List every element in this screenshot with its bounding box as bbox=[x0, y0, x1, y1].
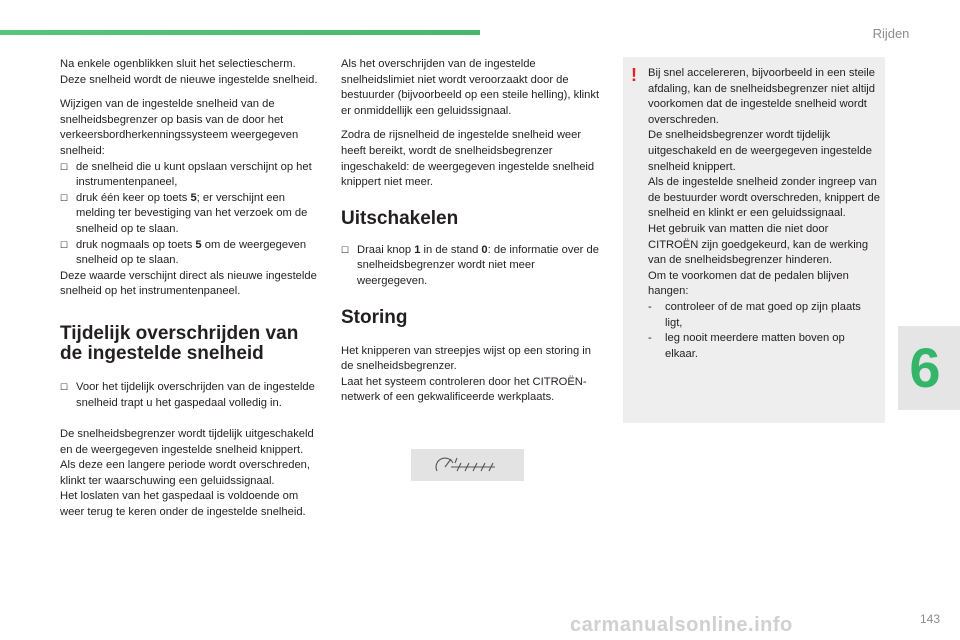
list-item-text: de snelheid die u kunt opslaan verschijnt op het instrumentenpaneel, bbox=[76, 160, 312, 189]
paragraph: Wijzigen van de ingestelde snelheid van de snelheidsbegrenzer op basis van de door het verkeersbordherkenningssysteem weergegeven snelheid: bbox=[60, 98, 299, 157]
paragraph: De snelheidsbegrenzer wordt tijdelijk uitgeschakeld en de weergegeven ingestelde snelheid knippert. bbox=[60, 428, 314, 456]
key-label: 5 bbox=[195, 238, 202, 251]
list-item-text: Voor het tijdelijk overschrijden van de ingestelde snelheid trapt u het gaspedaal volledig in. bbox=[76, 380, 315, 409]
text-fragment: Draai knop bbox=[357, 243, 415, 256]
section-heading: Storing bbox=[341, 306, 408, 328]
paragraph: Zodra de rijsnelheid de ingestelde snelheid weer heeft bereikt, wordt de snelheidsbegrenzer ingeschakeld: de weergegeven ingestelde snelheid knippert niet meer. bbox=[341, 129, 595, 189]
text-fragment: druk nogmaals op toets bbox=[76, 238, 196, 251]
column-middle bbox=[341, 57, 605, 406]
warning-line: Bij snel accelereren, bijvoorbeeld in een steile afdaling, kan de snelheidsbegrenzer niet altijd voorkomen dat de ingestelde snelheid wordt overschreden. bbox=[648, 67, 876, 126]
warning-line: Het gebruik van matten die niet door CITROËN zijn goedgekeurd, kan de werking van de snelheidsbegrenzer hinderen. bbox=[648, 222, 869, 267]
paragraph: Als het overschrijden van de ingestelde snelheidslimiet niet wordt veroorzaakt door de bestuurder (bijvoorbeeld op een steile helling), klinkt er onmiddellijk een geluidssignaal. bbox=[341, 58, 600, 117]
text-fragment: druk één keer op toets bbox=[76, 191, 191, 204]
key-label: 5 bbox=[190, 191, 197, 204]
paragraph: Als deze een langere periode wordt overschreden, klinkt ter waarschuwing een geluidssignaal. bbox=[60, 459, 311, 487]
paragraph: Het knipperen van streepjes wijst op een storing in de snelheidsbegrenzer. bbox=[341, 344, 591, 373]
checkbox-bullet-icon: ☐ bbox=[60, 239, 69, 250]
dash-bullet: - bbox=[648, 300, 652, 313]
paragraph: Deze waarde verschijnt direct als nieuwe ingestelde snelheid op het instrumentenpaneel. bbox=[60, 269, 317, 298]
list-item bbox=[60, 380, 324, 411]
text-fragment: : de informatie over de snelheidsbegrenzer wordt niet meer weergegeven. bbox=[357, 243, 599, 287]
text-fragment: ; er verschijnt een melding ter bevestiging van het verzoek om de snelheid op te slaan. bbox=[76, 191, 308, 235]
list-item bbox=[60, 191, 324, 238]
paragraph: Het loslaten van het gaspedaal is voldoende om weer terug te keren onder de ingestelde snelheid. bbox=[60, 490, 306, 519]
checkbox-bullet-icon: ☐ bbox=[60, 161, 69, 172]
list-item-text: leg nooit meerdere matten boven op elkaar. bbox=[665, 332, 845, 360]
list-item-text bbox=[76, 238, 324, 269]
paragraph: Laat het systeem controleren door het CITROËN-netwerk of een gekwalificeerde werkplaats. bbox=[341, 375, 587, 404]
list-item-text bbox=[357, 243, 605, 290]
warning-line: De snelheidsbegrenzer wordt tijdelijk uitgeschakeld en de weergegeven ingestelde snelheid knippert. bbox=[648, 129, 872, 173]
list-item-text bbox=[76, 191, 324, 238]
list-item bbox=[60, 160, 324, 191]
section-heading: Uitschakelen bbox=[341, 207, 459, 229]
dash-bullet: - bbox=[648, 332, 652, 345]
key-label: 0 bbox=[481, 243, 488, 256]
checkbox-bullet-icon: ☐ bbox=[341, 244, 350, 255]
list-item bbox=[648, 331, 880, 362]
checkbox-bullet-icon: ☐ bbox=[60, 381, 69, 392]
chapter-title: Rijden bbox=[872, 26, 910, 41]
column-left bbox=[60, 57, 324, 521]
chapter-color-bar bbox=[0, 30, 480, 35]
text-fragment: in de stand bbox=[420, 243, 482, 256]
list-item-text: controleer of de mat goed op zijn plaats ligt, bbox=[665, 300, 861, 329]
speed-limiter-icon bbox=[411, 449, 524, 481]
watermark: carmanualsonline.info bbox=[570, 614, 793, 636]
text-fragment: om de weergegeven snelheid op te slaan. bbox=[76, 238, 307, 267]
warning-line: Om te voorkomen dat de pedalen blijven hangen: bbox=[648, 269, 849, 298]
list-item bbox=[60, 238, 324, 269]
key-label: 1 bbox=[414, 243, 421, 256]
paragraph-block bbox=[60, 97, 324, 300]
checkbox-bullet-icon: ☐ bbox=[60, 192, 69, 203]
paragraph: Na enkele ogenblikken sluit het selectiescherm. Deze snelheid wordt de nieuwe ingestelde snelheid. bbox=[60, 58, 318, 86]
warning-line: Als de ingestelde snelheid zonder ingreep van de bestuurder wordt overschreden, knippert de snelheid en klinkt er een geluidssignaal. bbox=[648, 176, 880, 220]
list-item bbox=[648, 300, 880, 331]
section-heading: Tijdelijk overschrijden van de ingestelde snelheid bbox=[60, 322, 299, 364]
warning-text bbox=[648, 66, 880, 362]
list-item bbox=[341, 243, 605, 290]
chapter-number: 6 bbox=[909, 336, 941, 399]
speed-limiter-fault-display bbox=[411, 449, 524, 481]
page-number: 143 bbox=[919, 612, 940, 626]
exclamation-icon: ! bbox=[631, 65, 637, 85]
